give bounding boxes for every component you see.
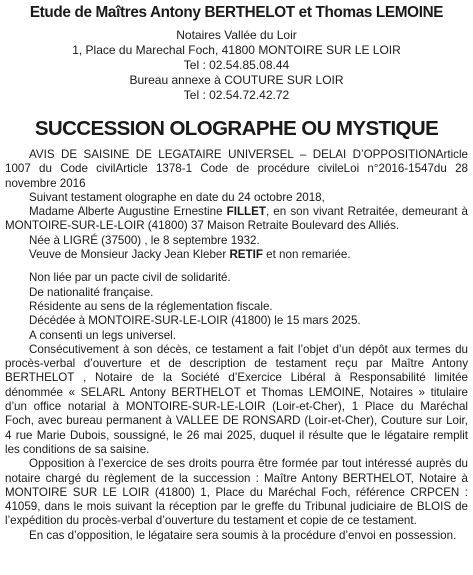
widow-paragraph: [5, 248, 468, 262]
deceased-prefix: Madame Alberte Augustine Ernestine: [29, 205, 227, 219]
contact-line: Tel : 02.54.72.42.72: [183, 88, 290, 102]
widow-surname: RETIF: [229, 248, 263, 262]
notice-title: SUCCESSION OLOGRAPHE OU MYSTIQUE: [34, 117, 439, 140]
avis-paragraph: AVIS DE SAISINE DE LEGATAIRE UNIVERSEL – DELAI D’OPPOSITIONArticle 1007 du Code civilArticle 1378-1 Code de procédure civileLoi n°2016-1547du 28 novembre 2016: [5, 148, 468, 190]
contact-line: 1, Place du Marechal Foch, 41800 MONTOIRE SUR LE LOIR: [72, 43, 401, 57]
paragraph-gap: [5, 262, 468, 271]
status-line: A consenti un legs universel.: [29, 328, 176, 342]
status-line: Non liée par un pacte civil de solidarité.: [29, 271, 231, 285]
deceased-suffix: , en son vivant Retraitée, demeurant à MONTOIRE-SUR-LE-LOIR (41800) 37 Maison Retraite Boulevard des Alliés.: [5, 205, 468, 233]
status-line: Résidente au sens de la réglementation fiscale.: [29, 299, 273, 313]
contact-line: Notaires Vallée du Loir: [176, 28, 297, 42]
notice-body: [5, 148, 468, 543]
birth-paragraph: Née à LIGRÉ (37500) , le 8 septembre 1932.: [29, 233, 260, 247]
opposition-paragraph: Opposition à l’exercice de ses droits pourra être formée par tout intéressé auprès du notaire chargé du règlement de la succession : Maître Antony BERTHELOT, Notaire à MONTOIRE SUR LE LOIR (41800) 1, Place du Maréchal Foch, référence CRPCEN : 41059, dans le mois suivant la réception par le greffe du Tribunal judiciaire de BLOIS de l’expédition du procès-verbal d’ouverture du testament et copie de ce testament.: [5, 457, 468, 528]
deposit-paragraph: Consécutivement à son décès, ce testament a fait l’objet d’un dépôt aux termes du procès-verbal d’ouverture et de description de testament reçu par Maître Antony BERTHELOT , Notaire de la Société d’Exercice Libéral à Responsabilité limitée dénommée « SELARL Antony BERTHELOT et Thomas LEMOINE, Notaires » titulaire d’un office notarial à MONTOIRE-SUR-LE-LOIR (Loir-et-Cher), 1 Place du Maréchal Foch, avec bureau permanent à VALLEE DE RONSARD (Loir-et-Cher), Couture sur Loir, 4 rue Marie Dubois, soussigné, le 26 mai 2025, duquel il résulte que le légataire remplit les conditions de sa saisine.: [5, 342, 468, 456]
firm-name: Etude de Maîtres Antony BERTHELOT et Thomas LEMOINE: [29, 4, 444, 21]
status-line: De nationalité française.: [29, 285, 154, 299]
contact-line: Tel : 02.54.85.08.44: [183, 58, 290, 72]
deceased-surname: FILLET: [226, 205, 266, 219]
firm-contact: [5, 28, 468, 103]
testament-paragraph: Suivant testament olographe en date du 24 octobre 2018,: [29, 190, 325, 204]
widow-suffix: et non remariée.: [262, 248, 351, 262]
status-line: Décédée à MONTOIRE-SUR-LE-LOIR (41800) le 15 mars 2025.: [29, 314, 361, 328]
widow-prefix: Veuve de Monsieur Jacky Jean Kleber: [29, 248, 230, 262]
contact-line: Bureau annexe à COUTURE SUR LOIR: [129, 73, 344, 87]
deceased-paragraph: [5, 205, 468, 234]
possession-paragraph: En cas d’opposition, le légataire sera soumis à la procédure d’envoi en possession.: [29, 528, 457, 542]
